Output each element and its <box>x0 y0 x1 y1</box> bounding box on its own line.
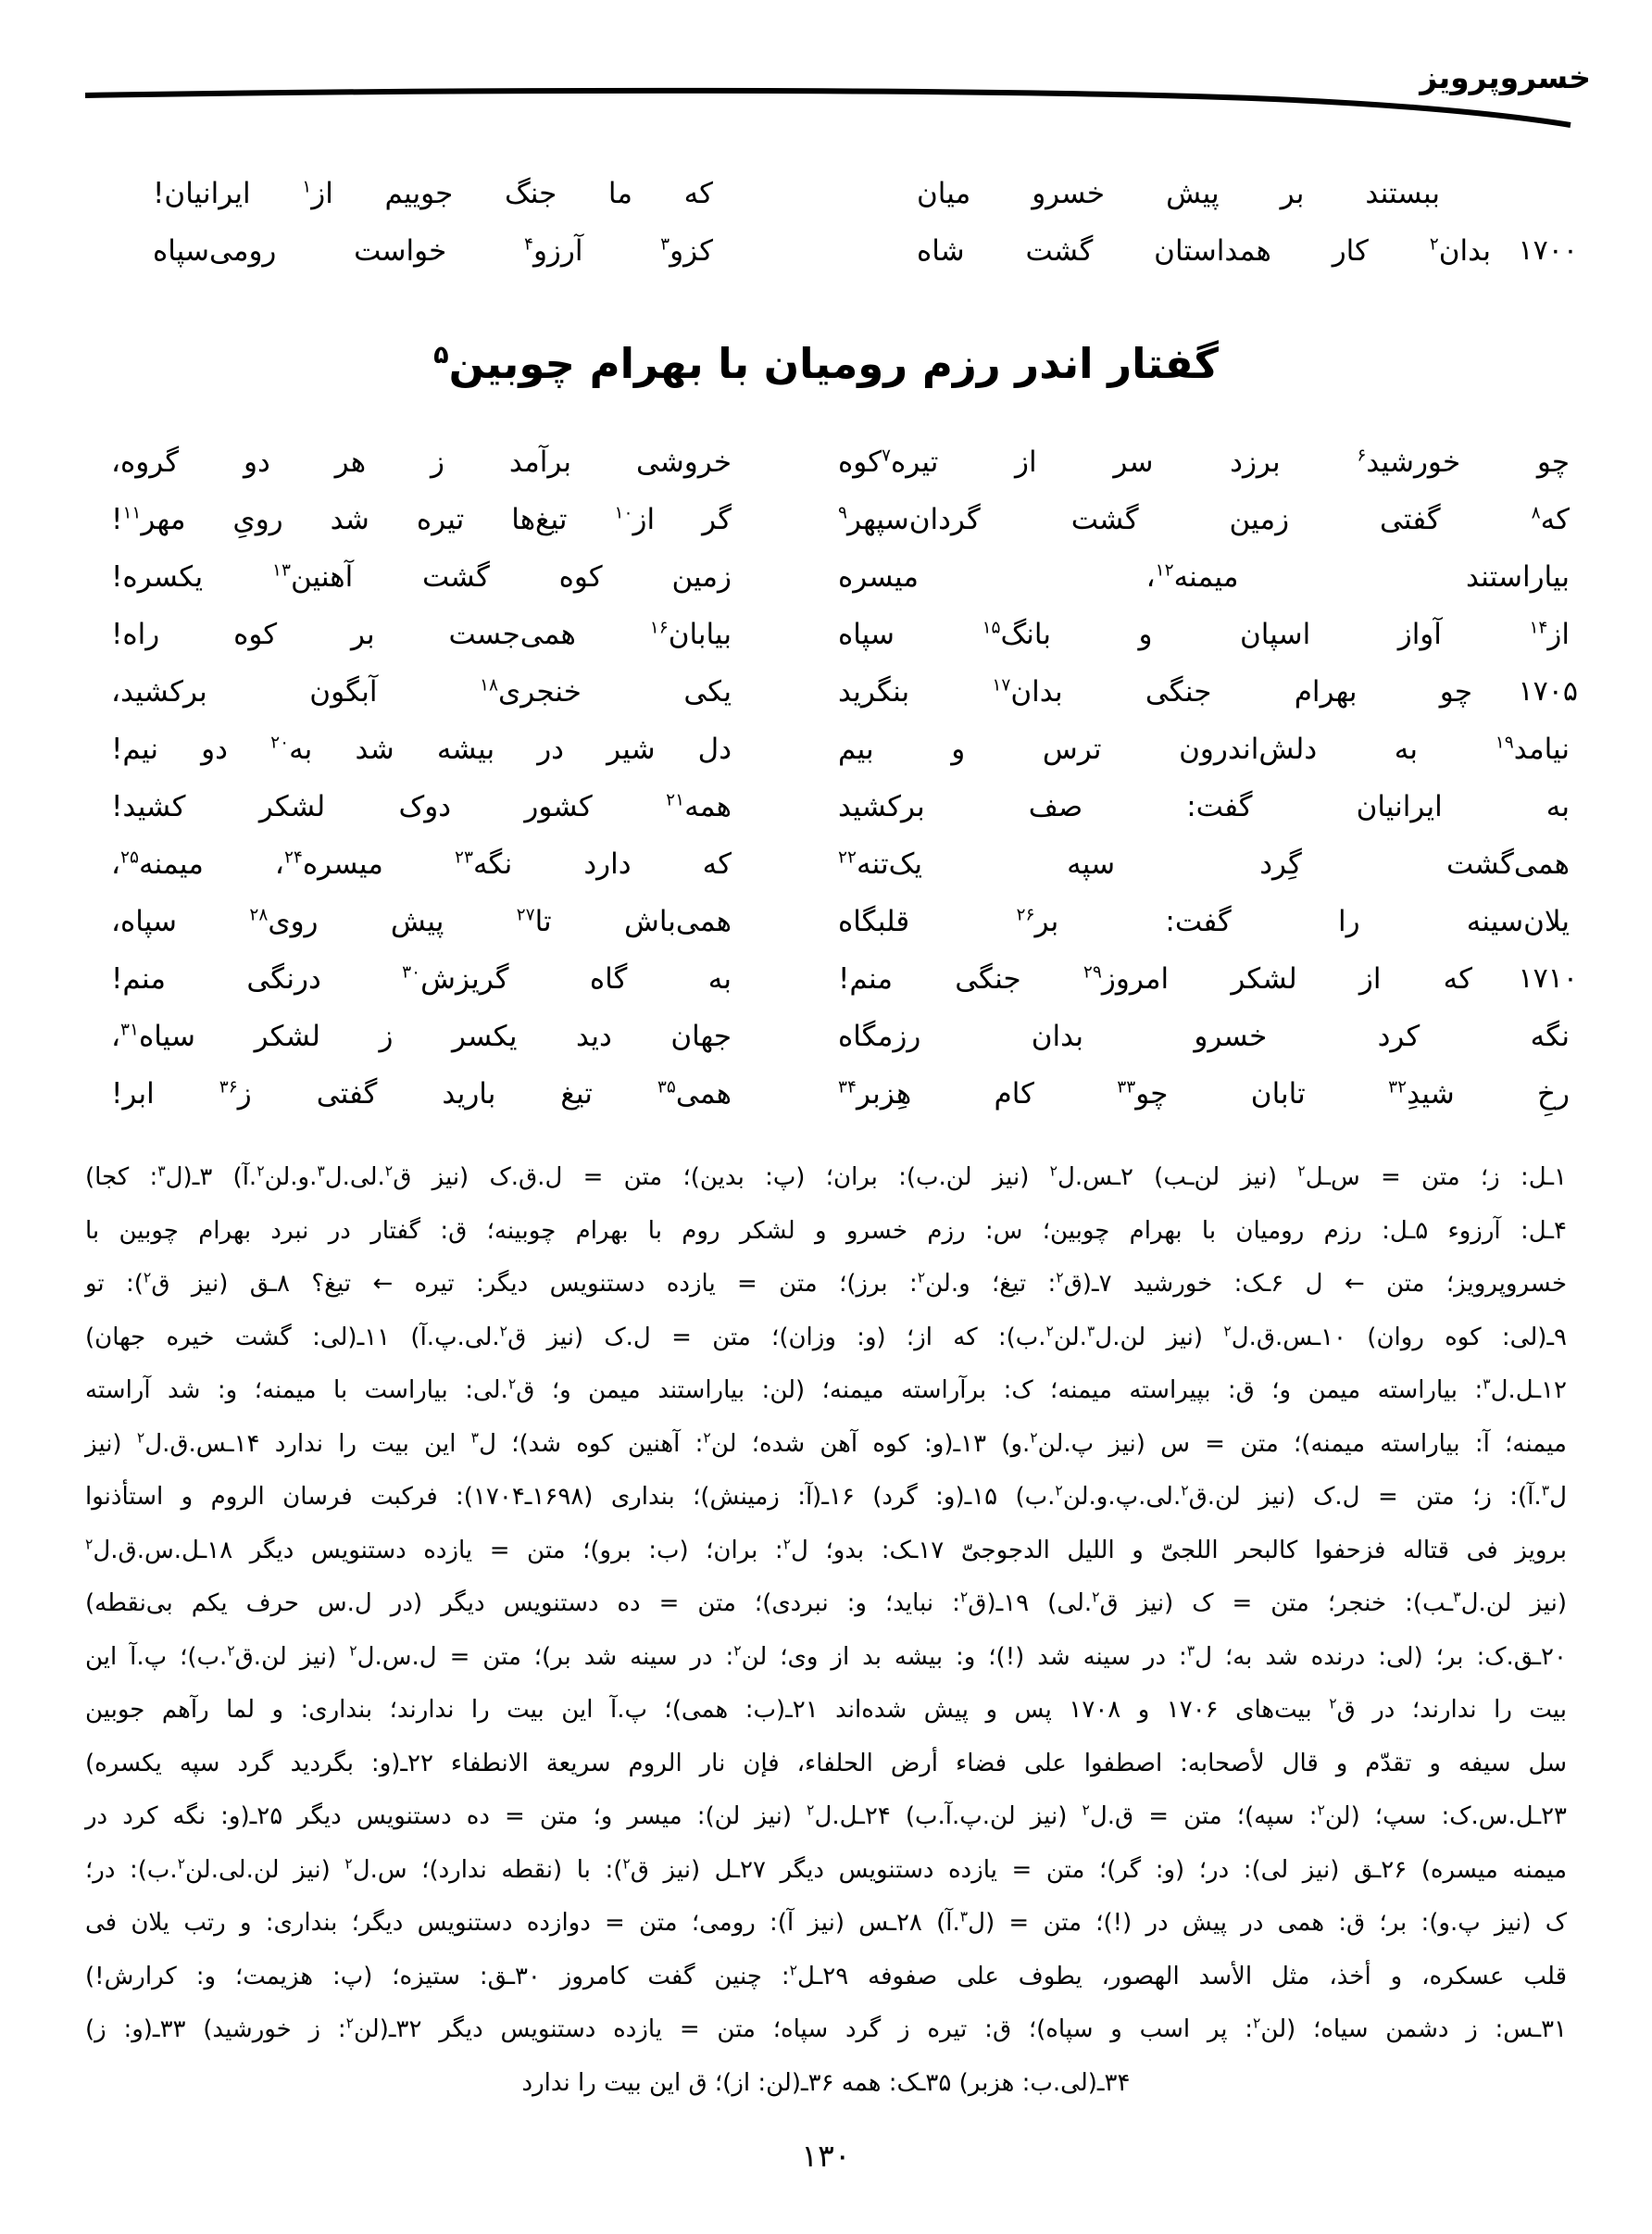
footnote-line: قلب عسکره، و أخذ، مثل الأسد الهصور، یطوف علی صفوفه ۲۹ـل$^۲$: چنین گفت کامروز ۳۰ـق: ستیزه؛ (پ: هزیمت؛ و: کرارش!) <box>85 1961 1567 1990</box>
couplet-row <box>0 222 1652 280</box>
page-number: ۱۳۰ <box>801 2138 851 2174</box>
running-header-title: خسروپرویز <box>1420 59 1591 95</box>
verse-number: ۱۷۰۵ <box>1518 675 1578 708</box>
couplet-row <box>0 893 1652 950</box>
couplet-row <box>0 433 1652 491</box>
footnote-line: ۳۱ـس: ز دشمن سیاه؛ (لن$^۲$: پر اسب و سپاه)؛ ق: تیره ز گرد سپاه؛ متن = یازده دستنویس دیگر ۳۲ـ(لن$^۲$: ز خورشید) ۳۳ـ(و: ز) <box>85 2014 1568 2043</box>
opening-couplets <box>0 165 1652 280</box>
couplet-row <box>0 835 1652 893</box>
hemistich-right: بیاراستند میمنه$^{۱۲}$، میسره <box>838 560 1570 594</box>
hemistich-left: همه$^{۲۱}$ کشور دوک لشکر کشید! <box>111 790 732 823</box>
couplet-row <box>0 778 1652 835</box>
hemistich-left: زمین کوه گشت آهنین$^{۱۳}$ یکسره! <box>111 560 732 594</box>
hemistich-left: همی$^{۳۵}$ تیغ بارید گفتی ز$^{۳۶}$ ابر! <box>111 1077 732 1111</box>
footnote-line: ۲۰ـق.ک: بر؛ (لی: درنده شد به؛ ل$^۳$: در سینه شد (!)؛ و: بیشه بد از وی؛ لن$^۲$: در سینه شد بر)؛ متن = ل.س.ل$^۲$ (نیز لن.ق$^۲$.ب)؛ پ.آ این <box>85 1641 1567 1671</box>
hemistich-left: همی‌باش تا$^{۲۷}$ پیش روی$^{۲۸}$ سپاه، <box>111 905 732 938</box>
section-heading: گفتار اندر رزم رومیان با بهرام چوبین$^۵$ <box>433 339 1219 388</box>
hemistich-right: رخِ شیدِ$^{۳۲}$ تابان چو$^{۳۳}$ کام هِزبر$^{۳۴}$ <box>838 1077 1570 1111</box>
hemistich-left: یکی خنجری$^{۱۸}$ آبگون برکشید، <box>111 675 732 709</box>
hemistich-right: از$^{۱۴}$ آواز اسپان و بانگ$^{۱۵}$ سپاه <box>838 618 1570 651</box>
footnote-line: ۳۴ـ(لی.ب: هزبر) ۳۵ـک: همه ۳۶ـ(لن: از)؛ ق این بیت را ندارد <box>521 2068 1131 2097</box>
hemistich-left: که دارد نگه$^{۲۳}$ میسره$^{۲۴}$، میمنه$^{۲۵}$، <box>111 847 732 881</box>
couplet-row <box>0 1065 1652 1123</box>
critical-apparatus <box>85 1151 1567 2110</box>
hemistich-left: که ما جنگ جوییم از$^۱$ ایرانیان! <box>153 177 713 210</box>
hemistich-right: نگه کرد خسرو بدان رزمگاه <box>838 1020 1570 1053</box>
footnote-line: میمنه؛ آ: بیاراسته میمنه)؛ متن = س (نیز پ.لن$^۲$.و) ۱۳ـ(و: کوه آهن شده؛ لن$^۲$: آهنین کوه شد)؛ ل$^۳$ این بیت را ندارد ۱۴ـس.ق.ل$^۲$ (نیز <box>85 1428 1567 1458</box>
couplet-row <box>0 165 1652 222</box>
couplet-row <box>0 1008 1652 1065</box>
footnote-line: ۱ـل: ز؛ متن = س‌ـل$^۲$ (نیز لن‌ـب) ۲ـس.ل$^۲$ (نیز لن.ب): بران؛ (پ: بدین)؛ متن = ل.ق.ک (نیز ق$^۲$.لی.ل$^۳$.و.لن$^۲$.آ) ۳ـ(ل$^۳$: کجا) <box>85 1162 1568 1191</box>
couplet-row <box>0 721 1652 778</box>
footnote-line: خسروپرویز؛ متن ← ل ۶ـک: خورشید ۷ـ(ق$^۲$: تیغ؛ و.لن$^۲$: برز)؛ متن = یازده دستنویس دیگر: تیره ← تیغ؟ ۸ـق (نیز ق$^۲$): تو <box>85 1269 1568 1298</box>
hemistich-left: دل شیر در بیشه شد به$^{۲۰}$ دو نیم! <box>111 733 732 766</box>
couplet-row <box>0 663 1652 721</box>
footnote-line: ۲۳ـل.س.ک: سپ؛ (لن$^۲$: سپه)؛ متن = ق.ل$^۲$ (نیز لن.پ.آ.ب) ۲۴ـل.ل$^۲$ (نیز لن): میسر و؛ متن = ده دستنویس دیگر ۲۵ـ(و: نگه کرد در <box>85 1801 1567 1830</box>
hemistich-left: جهان دید یکسر ز لشکر سیاه$^{۳۱}$، <box>111 1020 732 1053</box>
footnote-line: (نیز لن.ل$^۳$ـب): خنجر؛ متن = ک (نیز ق$^۲$.لی) ۱۹ـ(ق$^۲$: نباید؛ و: نبردی)؛ متن = ده دستنویس دیگر (در ل.س حرف یکم بی‌نقطه) <box>85 1588 1567 1617</box>
hemistich-right: نیامد$^{۱۹}$ به دلش‌اندرون ترس و بیم <box>838 733 1570 766</box>
footnote-line: ۹ـ(لی: کوه روان) ۱۰ـس.ق.ل$^۲$ (نیز لن.ل$^۳$.لن$^۲$.ب): که از؛ (و: وزان)؛ متن = ل.ک (نیز ق$^۲$.لی.پ.آ) ۱۱ـ(لی: گشت خیره جهان) <box>85 1322 1567 1351</box>
footnote-line: بیت را ندارند؛ در ق$^۲$ بیت‌های ۱۷۰۶ و ۱۷۰۸ پس و پیش شده‌اند ۲۱ـ(ب: همی)؛ پ.آ این بیت را ندارند؛ بنداری: و لما رآهم جوبین <box>85 1695 1568 1724</box>
hemistich-left: به گاه گریزش$^{۳۰}$ درنگی منم! <box>111 962 732 996</box>
hemistich-right: یلان‌سینه را گفت: بر$^{۲۶}$ قلبگاه <box>838 905 1570 938</box>
couplet-row <box>0 548 1652 606</box>
header-rule <box>83 83 1574 130</box>
battle-couplets <box>0 433 1652 1123</box>
hemistich-right: ببستند بر پیش خسرو میان <box>917 177 1440 210</box>
footnote-line: سل سیفه و تقدّم و قال لأصحابه: اصطفوا علی فضاء أرض الحلفاء، فإن نار الروم سریعة الانطفاء ۲۲ـ(و: بگردید گرد سپه یکسره) <box>85 1749 1568 1777</box>
footnote-line: میمنه میسره) ۲۶ـق (نیز لی): در؛ (و: گر)؛ متن = یازده دستنویس دیگر ۲۷ـل (نیز ق$^۲$): با (نقطه ندارد)؛ س.ل$^۲$ (نیز لن.لی.لن$^۲$.ب): در؛ <box>85 1854 1568 1884</box>
verse-number: ۱۷۰۰ <box>1518 234 1578 267</box>
hemistich-right: به ایرانیان گفت: صف برکشید <box>838 790 1570 823</box>
footnote-line: ل$^۳$.آ): ز؛ متن = ل.ک (نیز لن.ق$^۲$.لی.پ.و.لن$^۲$.ب) ۱۵ـ(و: گرد) ۱۶ـ(آ: زمینش)؛ بنداری (۱۶۹۸ـ۱۷۰۴): فرکبت فرسان الروم و استأذنوا <box>85 1482 1567 1511</box>
footnote-line: ک (نیز پ.و): بر؛ ق: همی در پیش در (!)؛ متن = (ل$^۳$.آ) ۲۸ـس (نیز آ): رومی؛ متن = دوازده دستنویس دیگر؛ بنداری: و رتب یلان فی <box>85 1908 1568 1937</box>
footnote-line: ۴ـل: آرزوء ۵ـل: رزم رومیان با بهرام چوبین؛ س: رزم خسرو و لشکر روم با بهرام چوبینه؛ ق: گفتار در نبرد بهرام چوبین با <box>85 1216 1567 1245</box>
hemistich-left: بیابان$^{۱۶}$ همی‌جست بر کوه راه! <box>111 618 732 651</box>
hemistich-right: بدان$^۲$ کار همداستان گشت شاه <box>917 234 1491 268</box>
hemistich-left: کزو$^۳$ آرزو$^۴$ خواست رومی‌سپاه <box>153 234 713 268</box>
couplet-row <box>0 491 1652 548</box>
verse-number: ۱۷۱۰ <box>1518 962 1578 995</box>
hemistich-right: چو بهرام جنگی بدان$^{۱۷}$ بنگرید <box>838 675 1472 709</box>
hemistich-right: همی‌گشت گِرد سپه یک‌تنه$^{۲۲}$ <box>838 847 1570 881</box>
footnote-line: برویز فی قتاله فزحفوا کالبحر اللجیّ و اللیل الدجوجیّ ۱۷ـک: بدو؛ ل$^۲$: بران؛ (ب: برو)؛ متن = یازده دستنویس دیگر ۱۸ـل.س.ق.ل$^۲$ <box>85 1535 1567 1564</box>
couplet-row <box>0 950 1652 1008</box>
footnote-line: ۱۲ـل.ل$^۳$: بیاراسته میمن و؛ ق: بپیراسته میمنه؛ ک: برآراسته میمنه؛ (لن: بیاراستند میمن و؛ ق$^۲$.لی: بیاراست با میمنه؛ و: شد آراسته <box>85 1375 1568 1404</box>
hemistich-left: گر از$^{۱۰}$ تیغ‌ها تیره شد رویِ مهر$^{۱۱}$! <box>111 503 732 536</box>
hemistich-right: چو خورشید$^۶$ برزد سر از تیره$^۷$کوه <box>838 446 1570 479</box>
couplet-row <box>0 606 1652 663</box>
hemistich-right: که$^۸$ گفتی زمین گشت گردان‌سپهر$^۹$ <box>838 503 1570 536</box>
hemistich-left: خروشی برآمد ز هر دو گروه، <box>111 446 732 479</box>
hemistich-right: که از لشکر امروز$^{۲۹}$ جنگی منم! <box>838 962 1472 996</box>
